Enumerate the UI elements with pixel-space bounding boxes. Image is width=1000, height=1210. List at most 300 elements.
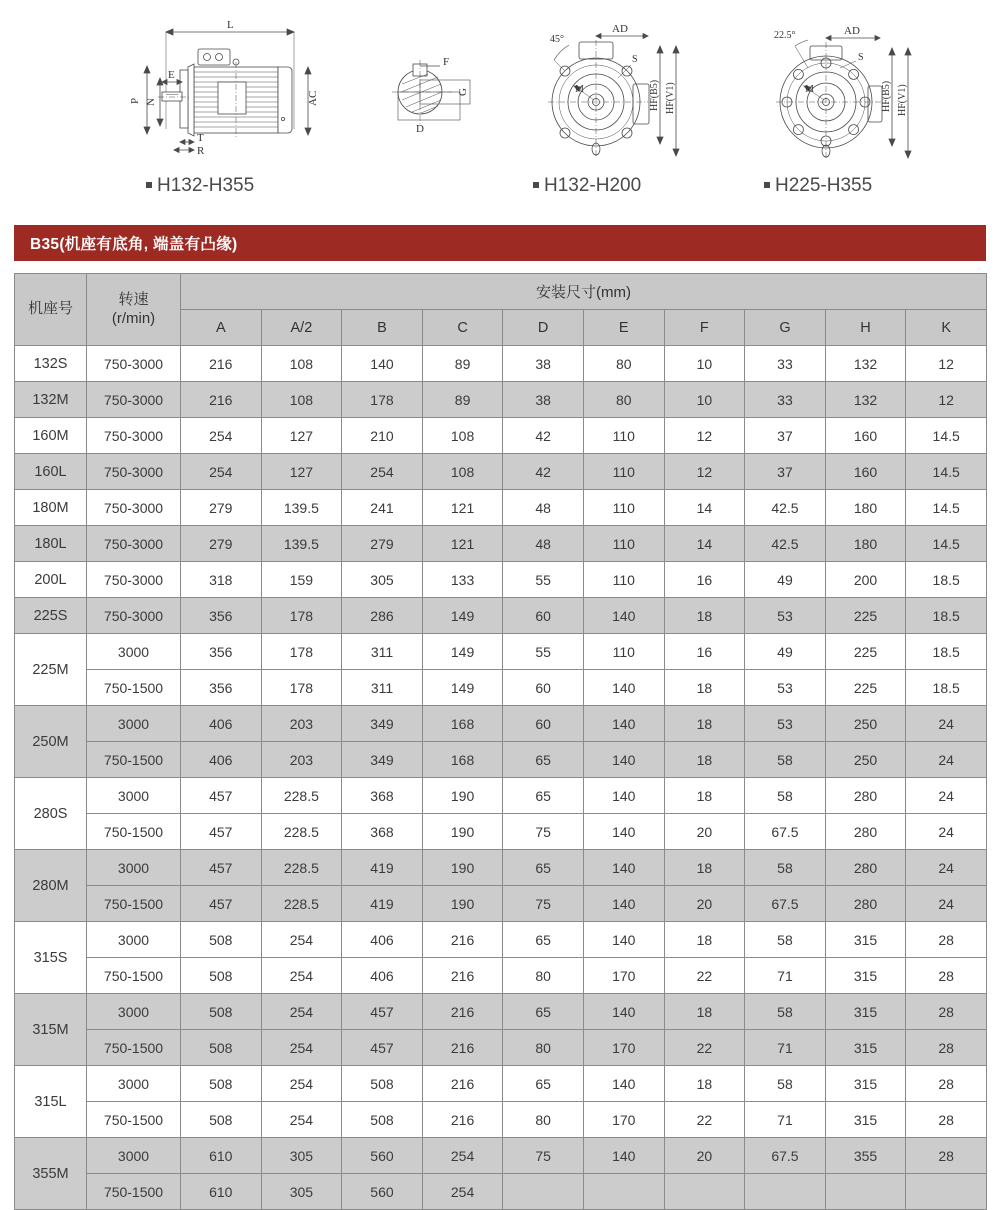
cell-B: 349 <box>342 706 423 742</box>
table-header-row-1 <box>15 274 987 310</box>
caption-flange-8hole <box>764 175 872 197</box>
cell-frame-number: 355M <box>15 1138 87 1210</box>
cell-K: 14.5 <box>906 490 987 526</box>
cell-K: 24 <box>906 850 987 886</box>
cell-K: 14.5 <box>906 454 987 490</box>
cell-G: 58 <box>745 994 826 1030</box>
cell-C: 121 <box>422 490 503 526</box>
cell-H: 315 <box>825 994 906 1030</box>
table-row <box>15 742 987 778</box>
cell-E: 110 <box>583 454 664 490</box>
cell-E: 140 <box>583 778 664 814</box>
cell-frame-number: 315M <box>15 994 87 1066</box>
cell-frame-number: 250M <box>15 706 87 778</box>
cell-A: 318 <box>181 562 262 598</box>
cell-H: 280 <box>825 814 906 850</box>
cell-F: 20 <box>664 1138 745 1174</box>
cell-K: 28 <box>906 994 987 1030</box>
cell-B: 305 <box>342 562 423 598</box>
cell-D: 55 <box>503 562 584 598</box>
cell-A: 406 <box>181 742 262 778</box>
cell-G: 37 <box>745 418 826 454</box>
cell-K: 18.5 <box>906 562 987 598</box>
dim-label-HF-B5: HF(B5) <box>649 79 660 111</box>
table-row <box>15 562 987 598</box>
header-col-A-2: A/2 <box>261 310 342 346</box>
cell-speed: 750-3000 <box>87 490 181 526</box>
cell-D <box>503 1174 584 1210</box>
cell-E: 140 <box>583 742 664 778</box>
cell-speed: 750-3000 <box>87 454 181 490</box>
cell-B: 210 <box>342 418 423 454</box>
cell-A: 279 <box>181 490 262 526</box>
cell-E: 110 <box>583 490 664 526</box>
mounting-dimensions-table <box>14 273 987 1210</box>
cell-F: 12 <box>664 418 745 454</box>
cell-G: 67.5 <box>745 1138 826 1174</box>
cell-K: 12 <box>906 382 987 418</box>
cell-H: 180 <box>825 490 906 526</box>
cell-E: 170 <box>583 1030 664 1066</box>
table-row <box>15 850 987 886</box>
caption-flange-4hole <box>533 175 641 197</box>
cell-A-2: 178 <box>261 598 342 634</box>
cell-frame-number: 132M <box>15 382 87 418</box>
cell-K: 28 <box>906 1138 987 1174</box>
cell-C: 216 <box>422 958 503 994</box>
cell-H: 250 <box>825 706 906 742</box>
cell-B: 368 <box>342 778 423 814</box>
cell-C: 216 <box>422 994 503 1030</box>
bullet-icon <box>146 182 152 188</box>
cell-K: 18.5 <box>906 598 987 634</box>
cell-frame-number: 315L <box>15 1066 87 1138</box>
cell-H: 225 <box>825 634 906 670</box>
cell-H: 315 <box>825 922 906 958</box>
cell-A-2: 254 <box>261 958 342 994</box>
dim-label-E: E <box>168 69 175 81</box>
cell-A-2: 254 <box>261 1030 342 1066</box>
cell-speed: 3000 <box>87 706 181 742</box>
cell-B: 457 <box>342 994 423 1030</box>
cell-D: 42 <box>503 418 584 454</box>
cell-D: 75 <box>503 1138 584 1174</box>
cell-C: 168 <box>422 706 503 742</box>
cell-speed: 750-1500 <box>87 886 181 922</box>
header-speed-line2: (r/min) <box>111 309 156 327</box>
cell-H: 200 <box>825 562 906 598</box>
drawing-side-view <box>130 14 330 169</box>
cell-E <box>583 1174 664 1210</box>
cell-F: 18 <box>664 778 745 814</box>
cell-H: 160 <box>825 418 906 454</box>
table-row <box>15 922 987 958</box>
cell-C: 216 <box>422 1102 503 1138</box>
cell-frame-number: 160L <box>15 454 87 490</box>
cell-B: 419 <box>342 850 423 886</box>
cell-K: 28 <box>906 1066 987 1102</box>
cell-G <box>745 1174 826 1210</box>
cell-C: 149 <box>422 634 503 670</box>
cell-speed: 3000 <box>87 634 181 670</box>
cell-F <box>664 1174 745 1210</box>
cell-A: 279 <box>181 526 262 562</box>
cell-G: 49 <box>745 562 826 598</box>
cell-frame-number: 280M <box>15 850 87 922</box>
cell-D: 80 <box>503 1102 584 1138</box>
cell-C: 168 <box>422 742 503 778</box>
cell-A: 457 <box>181 814 262 850</box>
drawings-strip <box>0 0 1000 175</box>
cell-A-2: 305 <box>261 1138 342 1174</box>
cell-C: 216 <box>422 1030 503 1066</box>
cell-E: 140 <box>583 886 664 922</box>
cell-H: 225 <box>825 670 906 706</box>
cell-H: 180 <box>825 526 906 562</box>
cell-H: 315 <box>825 1102 906 1138</box>
cell-A-2: 228.5 <box>261 778 342 814</box>
cell-A-2: 203 <box>261 742 342 778</box>
cell-frame-number: 132S <box>15 346 87 382</box>
section-banner-title: B35(机座有底角, 端盖有凸缘) <box>30 236 238 253</box>
cell-F: 12 <box>664 454 745 490</box>
cell-E: 140 <box>583 922 664 958</box>
cell-A: 216 <box>181 382 262 418</box>
cell-C: 89 <box>422 346 503 382</box>
cell-A: 356 <box>181 634 262 670</box>
cell-B: 406 <box>342 922 423 958</box>
cell-F: 14 <box>664 490 745 526</box>
cell-A: 610 <box>181 1138 262 1174</box>
cell-D: 48 <box>503 526 584 562</box>
cell-G: 53 <box>745 706 826 742</box>
cell-D: 75 <box>503 814 584 850</box>
cell-H: 315 <box>825 958 906 994</box>
header-col-E: E <box>583 310 664 346</box>
header-col-G: G <box>745 310 826 346</box>
cell-A: 508 <box>181 922 262 958</box>
cell-B: 140 <box>342 346 423 382</box>
cell-G: 67.5 <box>745 814 826 850</box>
cell-E: 140 <box>583 598 664 634</box>
table-row <box>15 958 987 994</box>
header-col-A: A <box>181 310 262 346</box>
cell-C: 254 <box>422 1174 503 1210</box>
table-row <box>15 994 987 1030</box>
cell-A-2: 254 <box>261 1066 342 1102</box>
cell-speed: 750-3000 <box>87 418 181 454</box>
cell-speed: 3000 <box>87 1066 181 1102</box>
cell-A-2: 254 <box>261 1102 342 1138</box>
cell-A: 254 <box>181 418 262 454</box>
cell-C: 108 <box>422 454 503 490</box>
dim-label-AD: AD <box>844 25 860 37</box>
table-row <box>15 706 987 742</box>
cell-F: 20 <box>664 814 745 850</box>
caption-text: H132-H355 <box>157 175 255 196</box>
cell-C: 121 <box>422 526 503 562</box>
cell-C: 108 <box>422 418 503 454</box>
cell-F: 10 <box>664 382 745 418</box>
cell-F: 16 <box>664 634 745 670</box>
cell-H <box>825 1174 906 1210</box>
cell-G: 33 <box>745 382 826 418</box>
cell-speed: 750-1500 <box>87 742 181 778</box>
cell-frame-number: 225S <box>15 598 87 634</box>
drawing-captions <box>0 175 1000 217</box>
bullet-icon <box>533 182 539 188</box>
cell-A-2: 305 <box>261 1174 342 1210</box>
cell-G: 53 <box>745 670 826 706</box>
cell-A: 254 <box>181 454 262 490</box>
dim-label-P: P <box>129 97 141 104</box>
cell-F: 22 <box>664 1030 745 1066</box>
cell-A-2: 178 <box>261 634 342 670</box>
cell-speed: 750-1500 <box>87 1102 181 1138</box>
cell-H: 225 <box>825 598 906 634</box>
cell-D: 80 <box>503 1030 584 1066</box>
cell-F: 18 <box>664 706 745 742</box>
table-row <box>15 1138 987 1174</box>
cell-A: 457 <box>181 778 262 814</box>
cell-F: 18 <box>664 922 745 958</box>
cell-A: 508 <box>181 958 262 994</box>
cell-D: 65 <box>503 922 584 958</box>
cell-K: 28 <box>906 1102 987 1138</box>
cell-frame-number: 180M <box>15 490 87 526</box>
cell-F: 18 <box>664 742 745 778</box>
cell-C: 133 <box>422 562 503 598</box>
cell-D: 65 <box>503 994 584 1030</box>
header-col-D: D <box>503 310 584 346</box>
cell-H: 250 <box>825 742 906 778</box>
cell-F: 16 <box>664 562 745 598</box>
table-row <box>15 526 987 562</box>
cell-A: 508 <box>181 1030 262 1066</box>
cell-F: 22 <box>664 1102 745 1138</box>
cell-A-2: 108 <box>261 346 342 382</box>
cell-B: 241 <box>342 490 423 526</box>
cell-D: 75 <box>503 886 584 922</box>
dim-label-M: M <box>575 84 584 95</box>
cell-D: 60 <box>503 670 584 706</box>
cell-B: 419 <box>342 886 423 922</box>
cell-C: 149 <box>422 598 503 634</box>
cell-E: 140 <box>583 850 664 886</box>
cell-speed: 3000 <box>87 1138 181 1174</box>
dim-label-N: N <box>145 98 157 106</box>
table-row <box>15 382 987 418</box>
cell-F: 20 <box>664 886 745 922</box>
header-col-F: F <box>664 310 745 346</box>
table-row <box>15 1102 987 1138</box>
cell-speed: 750-1500 <box>87 814 181 850</box>
cell-speed: 750-1500 <box>87 1174 181 1210</box>
header-dimensions-group: 安装尺寸(mm) <box>181 274 987 310</box>
cell-A-2: 127 <box>261 454 342 490</box>
dim-label-F: F <box>443 56 450 68</box>
cell-A: 457 <box>181 850 262 886</box>
cell-C: 89 <box>422 382 503 418</box>
bullet-icon <box>764 182 770 188</box>
cell-speed: 750-3000 <box>87 526 181 562</box>
cell-A-2: 127 <box>261 418 342 454</box>
cell-K: 14.5 <box>906 526 987 562</box>
cell-A: 356 <box>181 670 262 706</box>
cell-E: 110 <box>583 562 664 598</box>
cell-frame-number: 200L <box>15 562 87 598</box>
cell-D: 80 <box>503 958 584 994</box>
cell-B: 279 <box>342 526 423 562</box>
cell-G: 67.5 <box>745 886 826 922</box>
caption-text: H225-H355 <box>775 175 873 196</box>
cell-H: 280 <box>825 886 906 922</box>
cell-A: 457 <box>181 886 262 922</box>
cell-speed: 3000 <box>87 922 181 958</box>
cell-G: 71 <box>745 1102 826 1138</box>
cell-A: 216 <box>181 346 262 382</box>
cell-frame-number: 180L <box>15 526 87 562</box>
header-col-H: H <box>825 310 906 346</box>
cell-E: 170 <box>583 958 664 994</box>
cell-B: 311 <box>342 670 423 706</box>
cell-F: 18 <box>664 1066 745 1102</box>
dim-label-AC: AC <box>307 90 319 106</box>
cell-F: 18 <box>664 994 745 1030</box>
cell-K: 14.5 <box>906 418 987 454</box>
cell-frame-number: 315S <box>15 922 87 994</box>
dim-label-AD: AD <box>612 23 628 35</box>
cell-G: 53 <box>745 598 826 634</box>
cell-H: 132 <box>825 346 906 382</box>
cell-K: 18.5 <box>906 670 987 706</box>
cell-F: 14 <box>664 526 745 562</box>
cell-B: 254 <box>342 454 423 490</box>
cell-K: 24 <box>906 706 987 742</box>
table-row <box>15 1174 987 1210</box>
cell-B: 560 <box>342 1174 423 1210</box>
dim-label-R: R <box>197 145 205 157</box>
cell-G: 58 <box>745 922 826 958</box>
cell-G: 58 <box>745 742 826 778</box>
header-col-K: K <box>906 310 987 346</box>
cell-A: 508 <box>181 1102 262 1138</box>
cell-B: 508 <box>342 1102 423 1138</box>
cell-G: 58 <box>745 778 826 814</box>
cell-E: 170 <box>583 1102 664 1138</box>
cell-E: 140 <box>583 706 664 742</box>
cell-G: 58 <box>745 1066 826 1102</box>
cell-K: 28 <box>906 922 987 958</box>
cell-C: 254 <box>422 1138 503 1174</box>
cell-E: 140 <box>583 994 664 1030</box>
cell-A: 508 <box>181 994 262 1030</box>
cell-G: 49 <box>745 634 826 670</box>
caption-text: H132-H200 <box>544 175 642 196</box>
cell-A-2: 203 <box>261 706 342 742</box>
dim-label-HF-V1: HF(V1) <box>665 82 676 114</box>
table-body <box>15 346 987 1210</box>
dim-label-HF-V1: HF(V1) <box>897 84 908 116</box>
table-row <box>15 1066 987 1102</box>
cell-D: 65 <box>503 1066 584 1102</box>
cell-A-2: 254 <box>261 994 342 1030</box>
cell-C: 149 <box>422 670 503 706</box>
cell-B: 560 <box>342 1138 423 1174</box>
table-row <box>15 814 987 850</box>
cell-C: 190 <box>422 886 503 922</box>
table-head <box>15 274 987 346</box>
header-speed <box>87 274 181 346</box>
cell-D: 42 <box>503 454 584 490</box>
cell-speed: 750-3000 <box>87 346 181 382</box>
cell-G: 71 <box>745 1030 826 1066</box>
cell-A-2: 254 <box>261 922 342 958</box>
cell-E: 140 <box>583 1138 664 1174</box>
cell-F: 22 <box>664 958 745 994</box>
cell-K: 12 <box>906 346 987 382</box>
cell-G: 37 <box>745 454 826 490</box>
cell-B: 349 <box>342 742 423 778</box>
cell-E: 80 <box>583 346 664 382</box>
dim-label-M: M <box>805 84 814 95</box>
cell-C: 190 <box>422 778 503 814</box>
table-row <box>15 1030 987 1066</box>
caption-side-view <box>146 175 254 197</box>
cell-A: 356 <box>181 598 262 634</box>
cell-E: 110 <box>583 418 664 454</box>
cell-C: 216 <box>422 922 503 958</box>
table-row <box>15 670 987 706</box>
table-row <box>15 418 987 454</box>
cell-K: 24 <box>906 778 987 814</box>
cell-speed: 750-3000 <box>87 598 181 634</box>
cell-F: 18 <box>664 670 745 706</box>
cell-B: 286 <box>342 598 423 634</box>
cell-A-2: 159 <box>261 562 342 598</box>
cell-F: 10 <box>664 346 745 382</box>
cell-K <box>906 1174 987 1210</box>
header-frame-number: 机座号 <box>15 274 87 346</box>
cell-A: 610 <box>181 1174 262 1210</box>
dim-label-45deg: 45° <box>550 34 564 45</box>
cell-K: 18.5 <box>906 634 987 670</box>
cell-A: 406 <box>181 706 262 742</box>
cell-E: 110 <box>583 526 664 562</box>
cell-H: 132 <box>825 382 906 418</box>
cell-G: 33 <box>745 346 826 382</box>
cell-A-2: 228.5 <box>261 850 342 886</box>
drawing-shaft-section <box>388 44 498 139</box>
cell-B: 311 <box>342 634 423 670</box>
cell-H: 280 <box>825 850 906 886</box>
cell-A-2: 108 <box>261 382 342 418</box>
cell-B: 457 <box>342 1030 423 1066</box>
section-banner <box>14 225 986 261</box>
dim-label-22deg: 22.5° <box>774 30 796 41</box>
table-row <box>15 778 987 814</box>
cell-C: 190 <box>422 814 503 850</box>
cell-frame-number: 160M <box>15 418 87 454</box>
cell-speed: 3000 <box>87 850 181 886</box>
cell-B: 508 <box>342 1066 423 1102</box>
drawing-flange-4hole <box>536 16 686 168</box>
cell-speed: 750-3000 <box>87 382 181 418</box>
cell-B: 178 <box>342 382 423 418</box>
cell-D: 60 <box>503 706 584 742</box>
cell-E: 140 <box>583 670 664 706</box>
cell-B: 406 <box>342 958 423 994</box>
